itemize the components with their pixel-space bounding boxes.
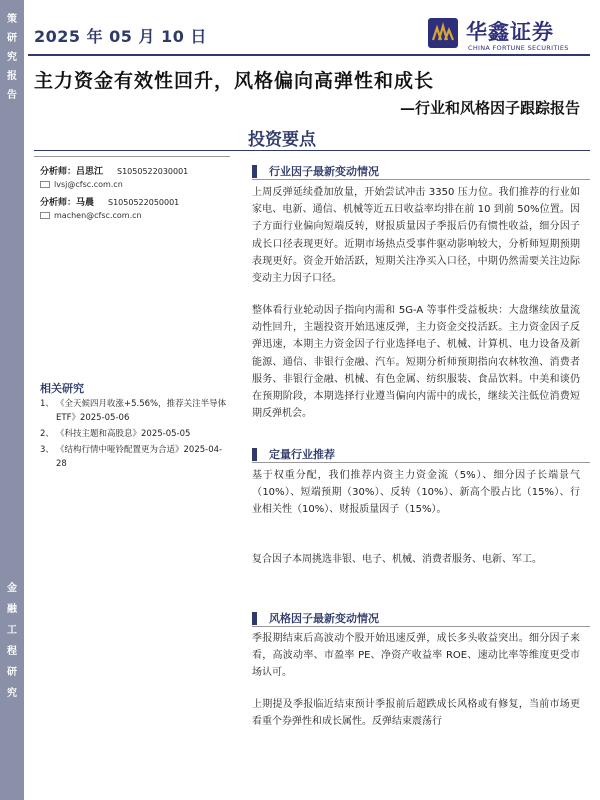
analyst-2-email[interactable] <box>40 211 142 220</box>
related-research-list <box>40 397 230 473</box>
email-text: lvsj@cfsc.com.cn <box>54 180 123 189</box>
sidebar-char: 工 <box>7 625 17 636</box>
related-item[interactable] <box>40 443 230 471</box>
related-item-text: 《全天候四月收涨+5.56%，推荐关注半导体 ETF》2025-05-06 <box>56 399 227 423</box>
section-heading-industry-factor <box>252 163 379 179</box>
section-heading-quant-recommend <box>252 446 335 462</box>
sidebar-char: 报 <box>7 71 17 82</box>
sidebar-char: 策 <box>7 14 17 25</box>
logo-english: CHINA FORTUNE SECURITIES <box>468 44 569 52</box>
key-points-divider <box>34 150 590 151</box>
related-item-number: 2、 <box>40 429 54 439</box>
analyst-divider <box>34 156 230 157</box>
sidebar-char: 究 <box>7 688 17 699</box>
section-3-paragraph-2: 上期提及季报临近结束预计季报前后超跌成长风格或有修复，当前市场更看重个券弹性和成长属性。反弹结束震荡行 <box>252 699 580 728</box>
section-heading-style-factor <box>252 610 379 626</box>
report-date: 2025 年 05 月 10 日 <box>34 27 207 46</box>
key-points-title: 投资要点 <box>248 130 316 150</box>
section-2-paragraph-1: 基于权重分配，我们推荐内资主力资金流（5%）、细分因子长端景气（10%）、短端预期（30%）、反转（10%）、新高个股占比（15%）、行业相关性（10%）、财报质量因子（15%）。 <box>252 470 580 516</box>
section-marker <box>252 448 257 461</box>
analyst-id: S1050522030001 <box>117 167 189 176</box>
related-item-text: 《科技主题和高股息》2025-05-05 <box>56 429 191 439</box>
related-item-text: 《结构行情中哑铃配置更为合适》2025-04-28 <box>56 445 223 469</box>
analyst-name: 分析师：吕思江 <box>40 167 104 177</box>
section-marker <box>252 612 257 625</box>
section-heading-text: 定量行业推荐 <box>269 448 335 461</box>
section-heading-text: 风格因子最新变动情况 <box>269 612 379 625</box>
related-item[interactable] <box>40 397 230 425</box>
analyst-1-email[interactable] <box>40 180 123 189</box>
company-logo <box>428 14 588 54</box>
sidebar-bottom-label <box>0 578 24 704</box>
analyst-1 <box>40 164 188 177</box>
related-item[interactable] <box>40 427 230 441</box>
section-1-paragraph-1: 上周反弹延续叠加放量，开始尝试冲击 3350 压力位。我们推荐的行业如家电、电新、通信、机械等近五日收益率均排在前 10 到前 50%位置。因子方面行业偏向短端反转，财报质量因子季报后仍有惯性收益，细分因子成长口径表现更好。近期市场热点受事件驱动影响较大，分析师短期预期表现更好。资金开始活跃，短期关注净买入口径，中期仍然需要关注边际变动主力因子口径。 <box>252 187 580 285</box>
mail-icon <box>40 181 50 188</box>
sidebar-char: 融 <box>7 604 17 615</box>
report-subtitle: —行业和风格因子跟踪报告 <box>399 99 580 117</box>
section-marker <box>252 165 257 178</box>
sidebar-char: 告 <box>7 90 17 101</box>
section-3-paragraph-1: 季报期结束后高波动个股开始迅速反弹，成长多头收益突出。细分因子来看，高波动率、市盈率 PE、净资产收益率 ROE、速动比率等维度更受市场认可。 <box>252 633 580 679</box>
analyst-id: S1050522050001 <box>108 198 180 207</box>
report-title: 主力资金有效性回升，风格偏向高弹性和成长 <box>34 70 435 92</box>
section-divider <box>252 179 590 180</box>
sidebar-char: 金 <box>7 583 17 594</box>
mail-icon <box>40 212 50 219</box>
related-item-number: 3、 <box>40 445 54 455</box>
logo-chinese: 华鑫证券 <box>466 20 554 44</box>
sidebar-char: 程 <box>7 646 17 657</box>
sidebar-char: 研 <box>7 667 17 678</box>
email-text: machen@cfsc.com.cn <box>54 211 142 220</box>
sidebar-char: 研 <box>7 33 17 44</box>
sidebar-top-label <box>0 10 24 105</box>
logo-mark-icon <box>428 18 458 48</box>
section-1-paragraph-2: 整体看行业轮动因子指向内需和 5G-A 等事件受益板块：大盘继续放量流动性回升，主题投资开始迅速反弹，主力资金交投活跃。主力资金因子反弹迅速，本期主力资金因子行业选择电子、机械、计算机、电力设备及新能源、通信、非银行金融、汽车。短期分析师预期指向农林牧渔、消费者服务、非银行金融、机械、有色金属、纺织服装、食品饮料。中美和谈仍在预期阶段，本期选择行业遵当偏向内需中的成长，继续关注低位消费短期反弹机会。 <box>252 305 580 420</box>
header-divider <box>28 54 590 56</box>
section-divider <box>252 626 590 627</box>
section-heading-text: 行业因子最新变动情况 <box>269 165 379 178</box>
related-item-number: 1、 <box>40 399 54 409</box>
section-divider <box>252 462 590 463</box>
analyst-2 <box>40 195 179 208</box>
sidebar-char: 究 <box>7 52 17 63</box>
left-sidebar <box>0 0 24 800</box>
analyst-name: 分析师：马晨 <box>40 198 95 208</box>
section-2-paragraph-2: 复合因子本周挑选非银、电子、机械、消费者服务、电新、军工。 <box>252 554 542 565</box>
related-research-title: 相关研究 <box>40 382 84 395</box>
